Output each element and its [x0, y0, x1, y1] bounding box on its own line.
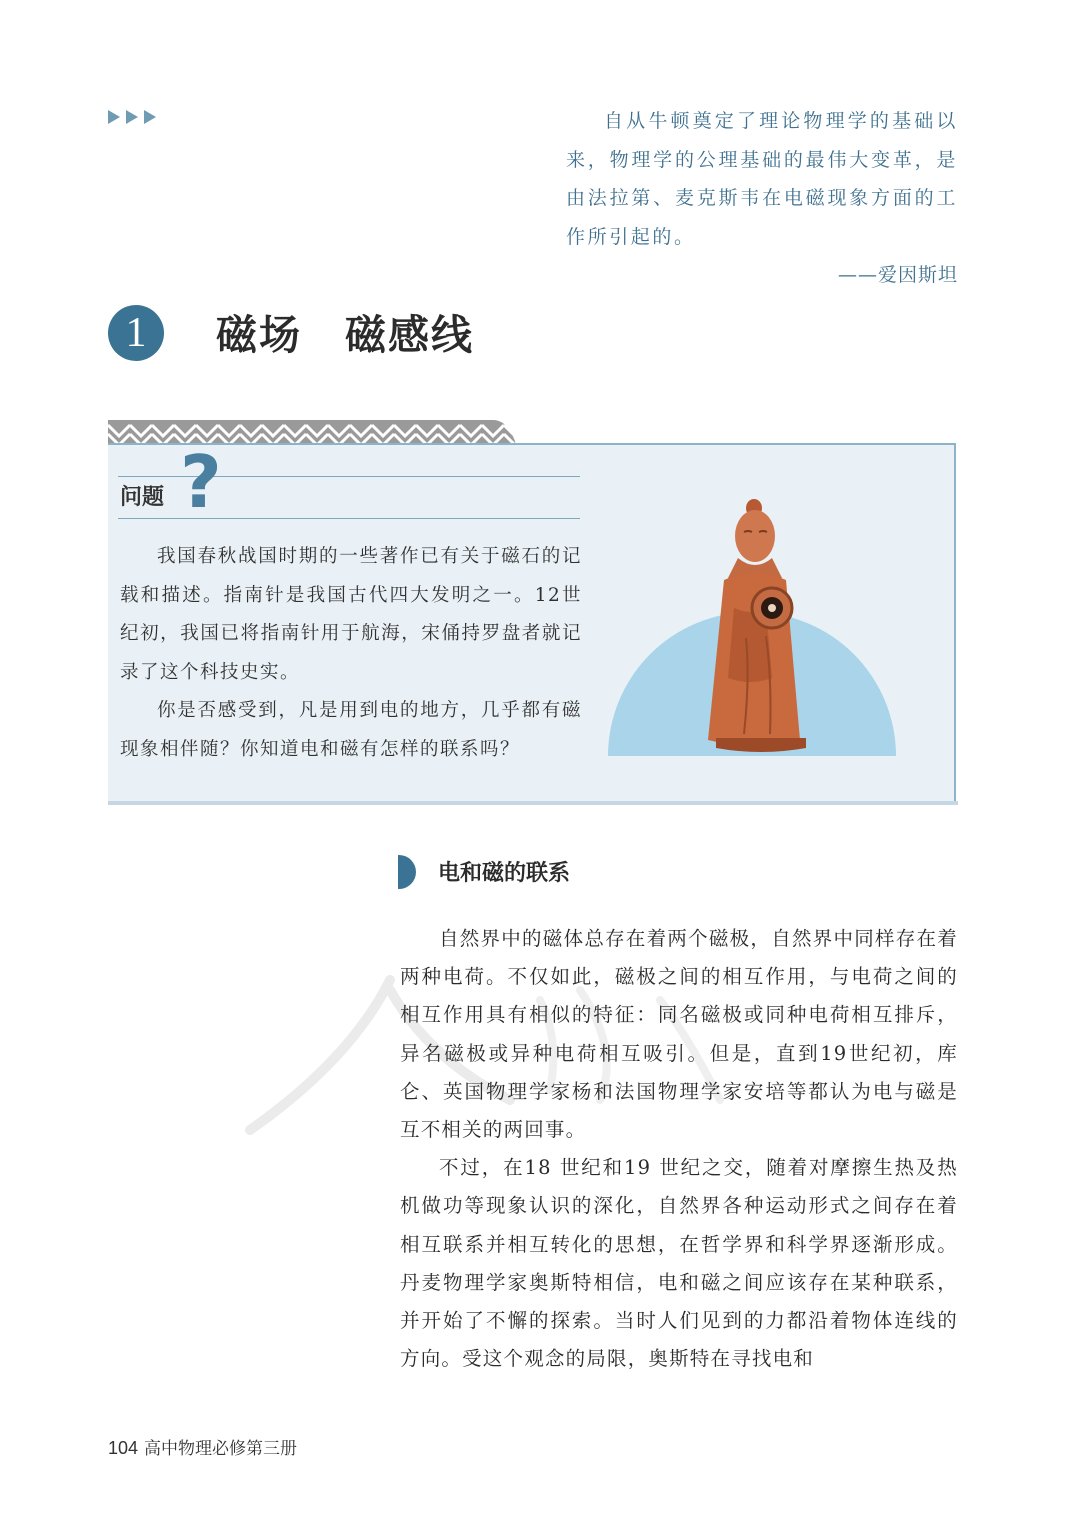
- page-footer: [108, 1434, 297, 1459]
- question-paragraph: 我国春秋战国时期的一些著作已有关于磁石的记载和描述。指南针是我国古代四大发明之一。12世纪初，我国已将指南针用于航海，宋俑持罗盘者就记录了这个科技史实。: [120, 546, 582, 683]
- body-text: [400, 920, 958, 1378]
- header-arrows-icon: [108, 110, 156, 124]
- page-number: 104: [108, 1438, 139, 1458]
- question-heading: 问题: [120, 485, 165, 510]
- section-number-badge: 1: [108, 305, 164, 361]
- arrow-icon: [126, 110, 138, 124]
- subsection-marker-icon: [398, 855, 416, 889]
- arrow-icon: [108, 110, 120, 124]
- zigzag-banner: [108, 420, 518, 444]
- book-title: 高中物理必修第三册: [144, 1439, 298, 1459]
- subsection-title: 电和磁的联系: [438, 861, 571, 886]
- epigraph: [566, 102, 958, 295]
- section-title: 磁场 磁感线: [216, 311, 474, 359]
- song-figurine-with-compass-image: [606, 488, 906, 758]
- question-box-shadow: [108, 801, 958, 805]
- epigraph-text: 自从牛顿奠定了理论物理学的基础以来，物理学的公理基础的最伟大变革，是由法拉第、麦克斯韦在电磁现象方面的工作所引起的。: [566, 110, 958, 248]
- body-paragraph: 自然界中的磁体总存在着两个磁极，自然界中同样存在着两种电荷。不仅如此，磁极之间的相互作用，与电荷之间的相互作用具有相似的特征：同名磁极或同种电荷相互排斥，异名磁极或异种电荷相互吸引。但是，直到19世纪初，库仑、英国物理学家杨和法国物理学家安培等都认为电与磁是互不相关的两回事。: [400, 927, 958, 1142]
- question-mark-icon: ?: [180, 440, 222, 524]
- body-paragraph: 不过，在18 世纪和19 世纪之交，随着对摩擦生热及热机做功等现象认识的深化，自然界各种运动形式之间存在着相互联系并相互转化的思想，在哲学界和科学界逐渐形成。丹麦物理学家奥斯特相信，电和磁之间应该存在某种联系，并开始了不懈的探索。当时人们见到的力都沿着物体连线的方向。受这个观念的局限，奥斯特在寻找电和: [400, 1156, 958, 1371]
- arrow-icon: [144, 110, 156, 124]
- question-text: [120, 538, 582, 769]
- epigraph-author: ——爱因斯坦: [837, 264, 958, 286]
- question-paragraph: 你是否感受到，凡是用到电的地方，几乎都有磁现象相伴随？你知道电和磁有怎样的联系吗？: [120, 700, 582, 760]
